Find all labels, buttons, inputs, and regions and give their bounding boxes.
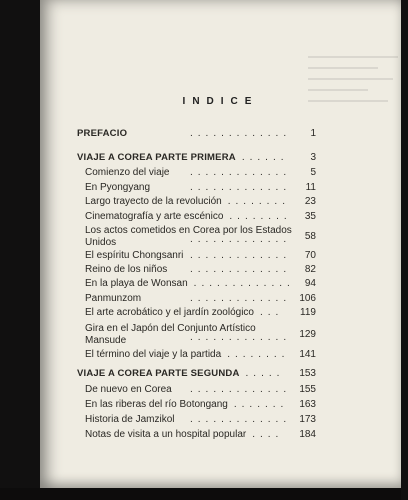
toc-leader-dots: .............	[190, 264, 292, 275]
toc-entry-title: De nuevo en Corea	[85, 384, 172, 395]
toc-page-number: 141	[299, 349, 316, 360]
toc-entry-title: Los actos cometidos en Corea por los Estados	[85, 225, 292, 236]
toc-leader-dots: ......	[241, 152, 289, 163]
toc-page-number: 106	[299, 293, 316, 304]
toc-leader-dots: .............	[190, 167, 292, 178]
toc-entry-title: Largo trayecto de la revolución	[85, 196, 222, 207]
dark-background	[0, 0, 40, 500]
toc-leader-dots: .............	[190, 250, 292, 261]
dark-background-bottom	[0, 488, 401, 500]
toc-entry-title: En Pyongyang	[85, 182, 151, 193]
toc-entry-title-continued: Unidos	[85, 237, 117, 248]
toc-leader-dots: ........	[227, 349, 290, 360]
toc-entry-title: VIAJE A COREA PARTE PRIMERA	[77, 152, 236, 163]
toc-leader-dots: .............	[190, 128, 292, 139]
toc-leader-dots: .............	[190, 332, 292, 343]
toc-entry-title: Reino de los niños	[85, 264, 168, 275]
toc-entry-title: Notas de visita a un hospital popular	[85, 429, 247, 440]
toc-page-number: 58	[304, 231, 316, 242]
toc-entry-title: Cinematografía y arte escénico	[85, 211, 224, 222]
toc-leader-dots: ....	[252, 429, 284, 440]
toc-page-number: 11	[305, 182, 316, 193]
toc-entry-title: El espíritu Chongsanri	[85, 250, 184, 261]
index-title: INDICE	[182, 96, 259, 107]
toc-entry-title: VIAJE A COREA PARTE SEGUNDA	[77, 368, 240, 379]
bleed-through-text	[308, 50, 408, 130]
toc-page-number: 70	[304, 250, 316, 261]
toc-leader-dots: .............	[190, 384, 292, 395]
toc-leader-dots: ...	[259, 307, 284, 318]
toc-leader-dots: .....	[245, 368, 285, 379]
toc-page-number: 5	[310, 167, 316, 178]
toc-page-number: 129	[299, 329, 316, 340]
toc-page-number: 35	[304, 211, 316, 222]
toc-page-number: 173	[299, 414, 316, 425]
toc-page-number: 163	[299, 399, 316, 410]
toc-entry-title: En la playa de Wonsan	[85, 278, 188, 289]
toc-entry-title: Historia de Jamzikol	[85, 414, 175, 425]
toc-page-number: 184	[299, 429, 316, 440]
toc-entry-title: PREFACIO	[77, 128, 128, 139]
toc-entry-title-continued: Mansude	[85, 335, 127, 346]
toc-leader-dots: .............	[193, 278, 295, 289]
toc-entry-title: El término del viaje y la partida	[85, 349, 222, 360]
toc-page-number: 23	[304, 196, 316, 207]
toc-leader-dots: .............	[190, 414, 292, 425]
book-page	[40, 0, 401, 488]
toc-entry-title: El arte acrobático y el jardín zoológico	[85, 307, 254, 318]
toc-leader-dots: ........	[229, 211, 292, 222]
toc-leader-dots: .............	[190, 234, 292, 245]
toc-page-number: 82	[304, 264, 316, 275]
toc-page-number: 94	[304, 278, 316, 289]
toc-leader-dots: .............	[190, 293, 292, 304]
toc-leader-dots: .............	[190, 182, 292, 193]
toc-entry-title: En las riberas del río Botongang	[85, 399, 228, 410]
toc-page-number: 3	[310, 152, 316, 163]
toc-page-number: 119	[300, 307, 316, 318]
toc-entry-title: Panmunzom	[85, 293, 142, 304]
toc-entry-title: Gira en el Japón del Conjunto Artístico	[85, 323, 256, 334]
toc-entry-title: Comienzo del viaje	[85, 167, 170, 178]
toc-page-number: 155	[299, 384, 316, 395]
toc-leader-dots: .......	[233, 399, 289, 410]
toc-page-number: 153	[299, 368, 316, 379]
toc-leader-dots: ........	[227, 196, 290, 207]
toc-page-number: 1	[310, 128, 316, 139]
